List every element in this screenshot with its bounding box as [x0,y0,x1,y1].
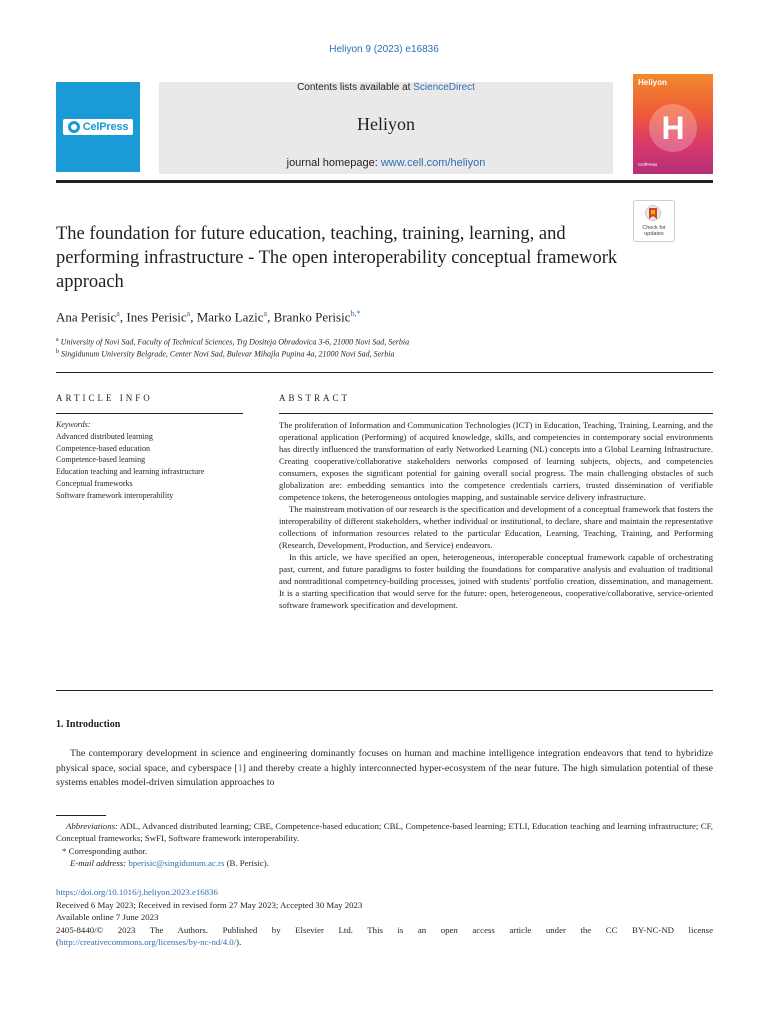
article-info-divider [56,413,243,414]
keyword-item: Conceptual frameworks [56,478,133,488]
abbreviations-label: Abbreviations: [66,821,118,831]
contents-line [159,82,613,93]
homepage-prefix: journal homepage: [286,157,381,169]
received-dates: Received 6 May 2023; Received in revised form 27 May 2023; Accepted 30 May 2023 [56,899,363,910]
cellpress-icon [68,121,80,133]
keyword-item: Education teaching and learning infrastructure [56,467,205,477]
article-title: The foundation for future education, teaching, training, learning, and performing infrastructure - The open interoperability conceptual framework approach [56,224,618,292]
affiliation-b [56,349,395,359]
email-label: E-mail address: [70,858,127,868]
intro-text-part: The contemporary development in science and engineering dominantly focuses on human and machine intelligence integration endeavors that tend to hybridize physical space, social space, and cyberspace [ [56,748,713,774]
author-name[interactable]: Ines Perisic [126,309,187,325]
affiliation-text: Singidunum University Belgrade, Center Novi Sad, Bulevar Mihajla Pupina 4a, 21000 Novi Sad, Serbia [61,349,395,359]
keywords-heading: Keywords: [56,420,91,429]
affiliation-mark[interactable]: a [186,309,191,318]
keyword-item: Advanced distributed learning [56,431,153,441]
affiliation-mark[interactable]: a [116,309,120,318]
license-paren: ( [56,937,59,947]
check-for-updates-button[interactable] [633,200,675,242]
journal-cover-image[interactable] [633,74,713,174]
affiliation-letter: a [56,337,59,343]
citation-link[interactable]: 1 [237,762,243,774]
author-name[interactable]: Marko Lazic [196,309,264,325]
email-link[interactable]: bperisic@singidunum.ac.rs [128,858,225,868]
abstract-divider [279,413,713,414]
homepage-line [159,157,613,169]
check-updates-label: Check for updates [642,225,666,237]
introduction-paragraph [56,747,713,791]
abbreviations-footnote [56,820,713,844]
affiliation-letter: b [56,349,59,355]
affiliation-a [56,337,409,347]
affiliation-mark[interactable]: b,* [350,309,361,318]
footnote-divider [56,815,106,816]
intro-text-part: ] and thereby create a highly interconnected hyper-ecosystem of the near future. The high simulation potential of these systems enables model-driven simulation approaches to [56,762,714,788]
affiliation-text: University of Novi Sad, Faculty of Technical Sciences, Trg Dositeja Obradovica 3-6, 21000 Novi Sad, Serbia [60,337,410,347]
license-paren: ). [236,937,242,947]
homepage-link[interactable]: www.cell.com/heliyon [380,157,486,169]
affiliation-mark[interactable]: a [263,309,268,318]
author-list: Ana Perisic$^a$, Ines Perisic$^a$, Marko Lazic$^a$, Branko Perisic$^{b,*}$ [56,309,361,325]
abstract-body [279,419,713,611]
keyword-item: Competence-based education [56,443,150,453]
section-heading-introduction: 1. Introduction [56,719,121,730]
bookmark-icon [645,205,661,223]
license-link[interactable]: http://creativecommons.org/licenses/by-nc-nd/4.0/ [58,937,237,947]
license-text: 2405-8440/© 2023 The Authors. Published by Elsevier Ltd. This is an open access article under the CC BY-NC-ND license [56,924,713,935]
cellpress-logo [63,119,134,135]
keyword-item: Software framework interoperability [56,490,174,500]
author-name[interactable]: Branko Perisic [273,309,351,325]
journal-header-box [159,82,613,174]
abstract-paragraph: The proliferation of Information and Communication Technologies (ICT) in Education, Teaching, Training, Learning, and the operational application (Performing) of acquired knowledge, skills, and competencies in contemporary social environments has directly influenced the transformation of early Networked Learning (NL) concepts into a Global Learning Infrastructure. Creating cooperative/collaborative stakeholders networks composed of learning subjects, objects, and competencies consumers, exposes the significant potential for gaining overall social progress. The main challenging obstacles of such globalization are: embedding semantics into the competence credentials carriers, trusted dissemination of verifiable competence tokens, the heterogeneous ontologies mapping, and sustainable service delivery infrastructure. [279,420,713,502]
abstract-end-divider [56,690,713,691]
email-suffix: (B. Perisic). [224,858,269,868]
email-note [56,858,269,868]
abstract-paragraph: In this article, we have specified an open, heterogeneous, interoperable conceptual framework capable of orchestrating past, current, and future paradigms to foster building the foundations for comparative analysis and evaluation of traditional and nontraditional competency-building processes, joined with students' portfolio creation, dissemination, and management. It is a starting specification that would serve for the future: open, heterogeneous, cooperative/collaborative, service-oriented software framework specification and development. [279,552,713,610]
contents-prefix: Contents lists available at [297,82,414,93]
author-name[interactable]: Ana Perisic [56,309,117,325]
sciencedirect-link[interactable]: ScienceDirect [413,82,475,93]
keyword-item: Competence-based learning [56,455,146,465]
header-divider [56,180,713,183]
section-divider [56,372,713,373]
cover-publisher: CellPress [638,162,658,167]
keywords-list [56,419,246,502]
doi-link[interactable]: https://doi.org/10.1016/j.heliyon.2023.e16836 [56,887,218,897]
available-online: Available online 7 June 2023 [56,912,159,922]
publisher-logo-box[interactable] [56,82,140,172]
cellpress-logo-text: CelPress [82,121,129,133]
abstract-paragraph: The mainstream motivation of our research is the specification and development of a conceptual framework that fosters the interoperability of different stakeholders, whether individual or institutional, to declare, share and maintain the representative collections of information resources related to the particular Education, Learning, Teaching, Training, and Performing (Research, Development, Production, and Service) endeavors. [279,504,713,550]
publication-info [56,886,713,949]
cover-letter: H [661,110,685,146]
article-info-heading: ARTICLE INFO [56,393,153,403]
abstract-heading: ABSTRACT [279,393,351,403]
cover-title: Heliyon [638,78,667,87]
journal-citation[interactable]: Heliyon 9 (2023) e16836 [329,44,439,55]
journal-name: Heliyon [357,114,415,134]
abbreviations-text: ADL, Advanced distributed learning; CBE, Competence-based education; CBL, Competence-based learning; ETLI, Education teaching and learning infrastructure; CF, Conceptual frameworks; SwFI, Software framework interoperability. [56,821,713,843]
corresponding-author-note: * Corresponding author. [62,846,148,856]
